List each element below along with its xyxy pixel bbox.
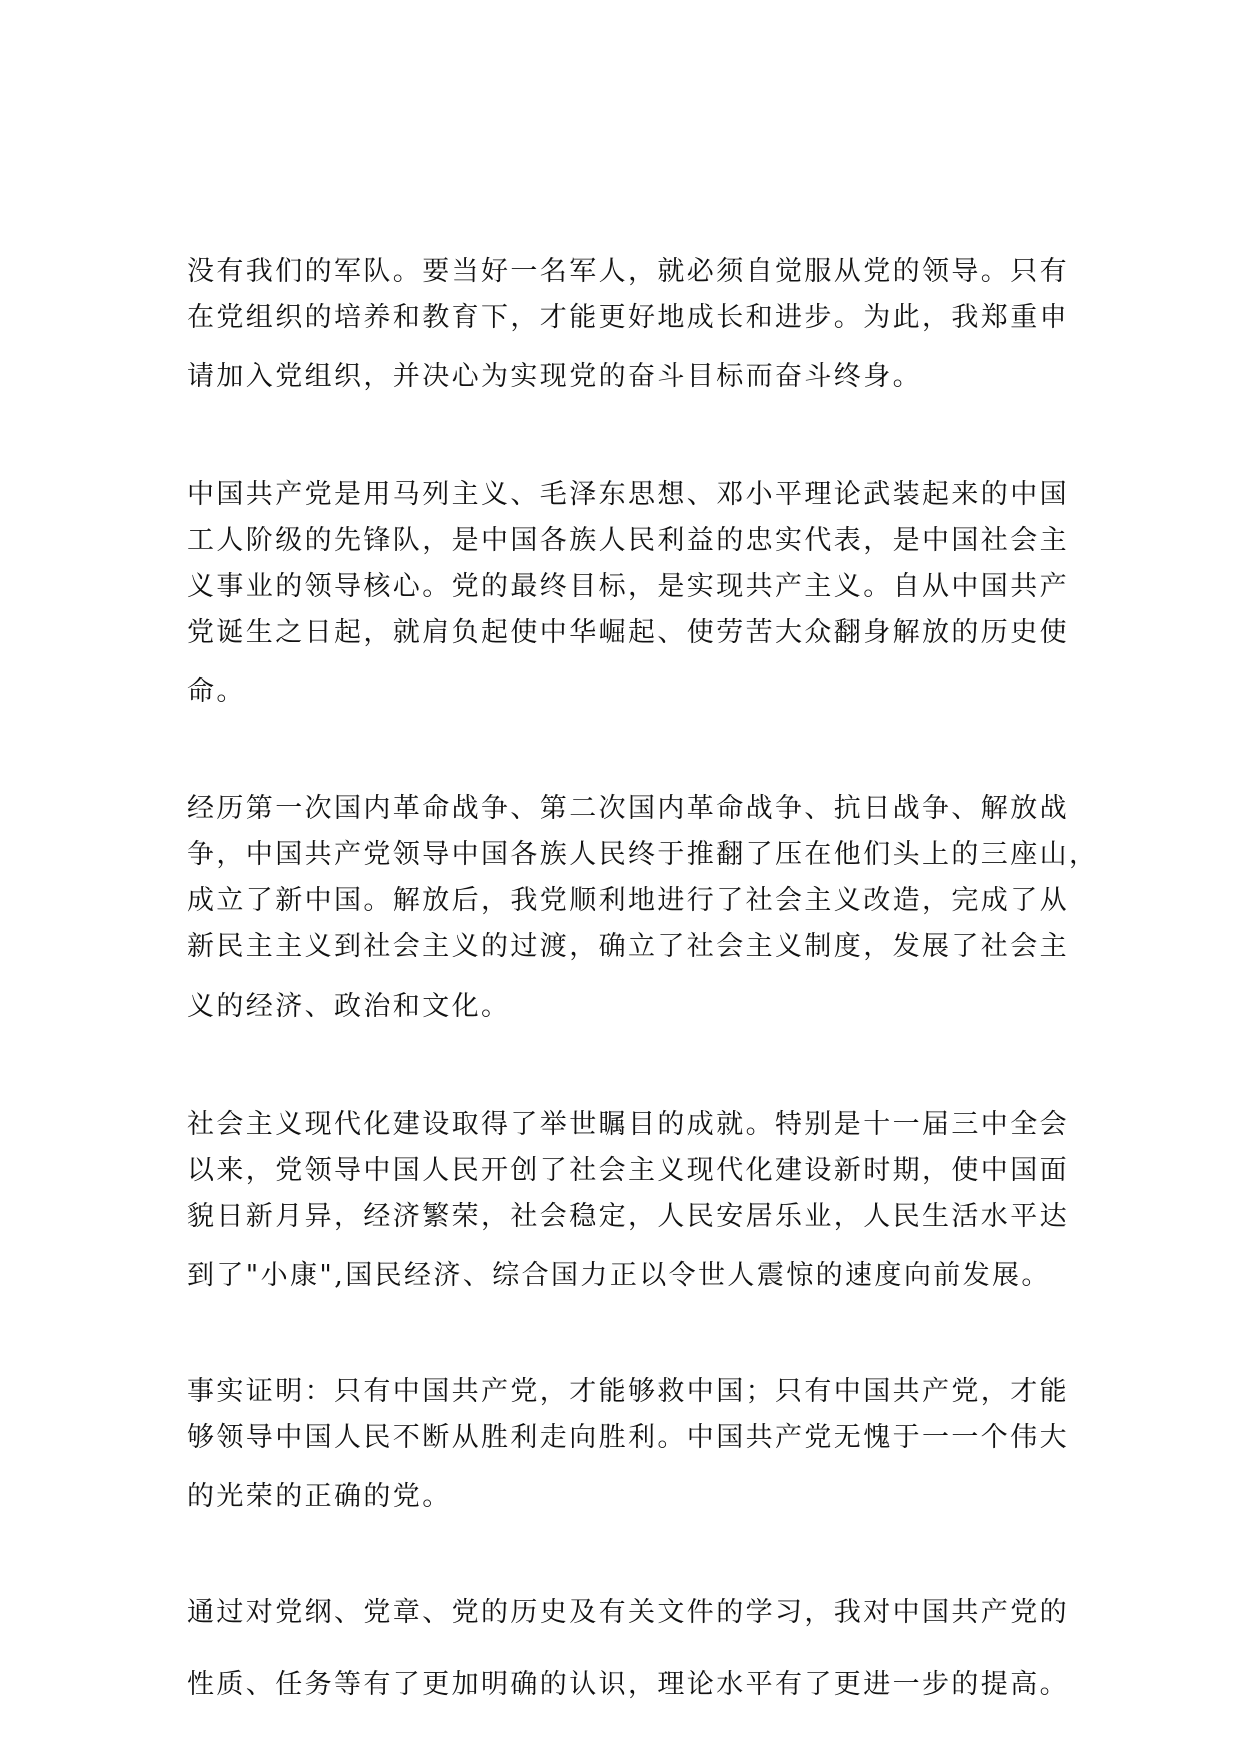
text-line: 成立了新中国。解放后，我党顺利地进行了社会主义改造，完成了从 xyxy=(187,885,1069,916)
text-line: 新民主主义到社会主义的过渡，确立了社会主义制度，发展了社会主 xyxy=(187,931,1069,962)
text-line: 社会主义现代化建设取得了举世瞩目的成就。特别是十一届三中全会 xyxy=(187,1109,1069,1140)
text-line: 够领导中国人民不断从胜利走向胜利。中国共产党无愧于一一个伟大 xyxy=(187,1422,1069,1453)
text-line: 经历第一次国内革命战争、第二次国内革命战争、抗日战争、解放战 xyxy=(187,793,1069,824)
text-line: 通过对党纲、党章、党的历史及有关文件的学习，我对中国共产党的 xyxy=(187,1597,1069,1628)
text-line: 的光荣的正确的党。 xyxy=(187,1481,452,1512)
text-line: 在党组织的培养和教育下，才能更好地成长和进步。为此，我郑重申 xyxy=(187,302,1069,333)
text-line: 义的经济、政治和文化。 xyxy=(187,991,511,1022)
text-line: 没有我们的军队。要当好一名军人，就必须自觉服从党的领导。只有 xyxy=(187,256,1069,287)
text-line: 工人阶级的先锋队，是中国各族人民利益的忠实代表，是中国社会主 xyxy=(187,525,1069,556)
text-line: 事实证明：只有中国共产党，才能够救中国；只有中国共产党，才能 xyxy=(187,1376,1069,1407)
text-line: 性质、任务等有了更加明确的认识，理论水平有了更进一步的提高。 xyxy=(187,1669,1069,1700)
text-line: 党诞生之日起，就肩负起使中华崛起、使劳苦大众翻身解放的历史使 xyxy=(187,617,1069,648)
text-line: 义事业的领导核心。党的最终目标，是实现共产主义。自从中国共产 xyxy=(187,571,1069,602)
text-line: 以来，党领导中国人民开创了社会主义现代化建设新时期，使中国面 xyxy=(187,1155,1069,1186)
text-line: 中国共产党是用马列主义、毛泽东思想、邓小平理论武装起来的中国 xyxy=(187,479,1069,510)
text-line: 貌日新月异，经济繁荣，社会稳定，人民安居乐业，人民生活水平达 xyxy=(187,1201,1069,1232)
text-line: 命。 xyxy=(187,676,246,707)
text-line: 请加入党组织，并决心为实现党的奋斗目标而奋斗终身。 xyxy=(187,361,922,392)
text-line: 到了"小康",国民经济、综合国力正以令世人震惊的速度向前发展。 xyxy=(187,1260,1051,1291)
text-line: 争，中国共产党领导中国各族人民终于推翻了压在他们头上的三座山， xyxy=(187,839,1099,870)
